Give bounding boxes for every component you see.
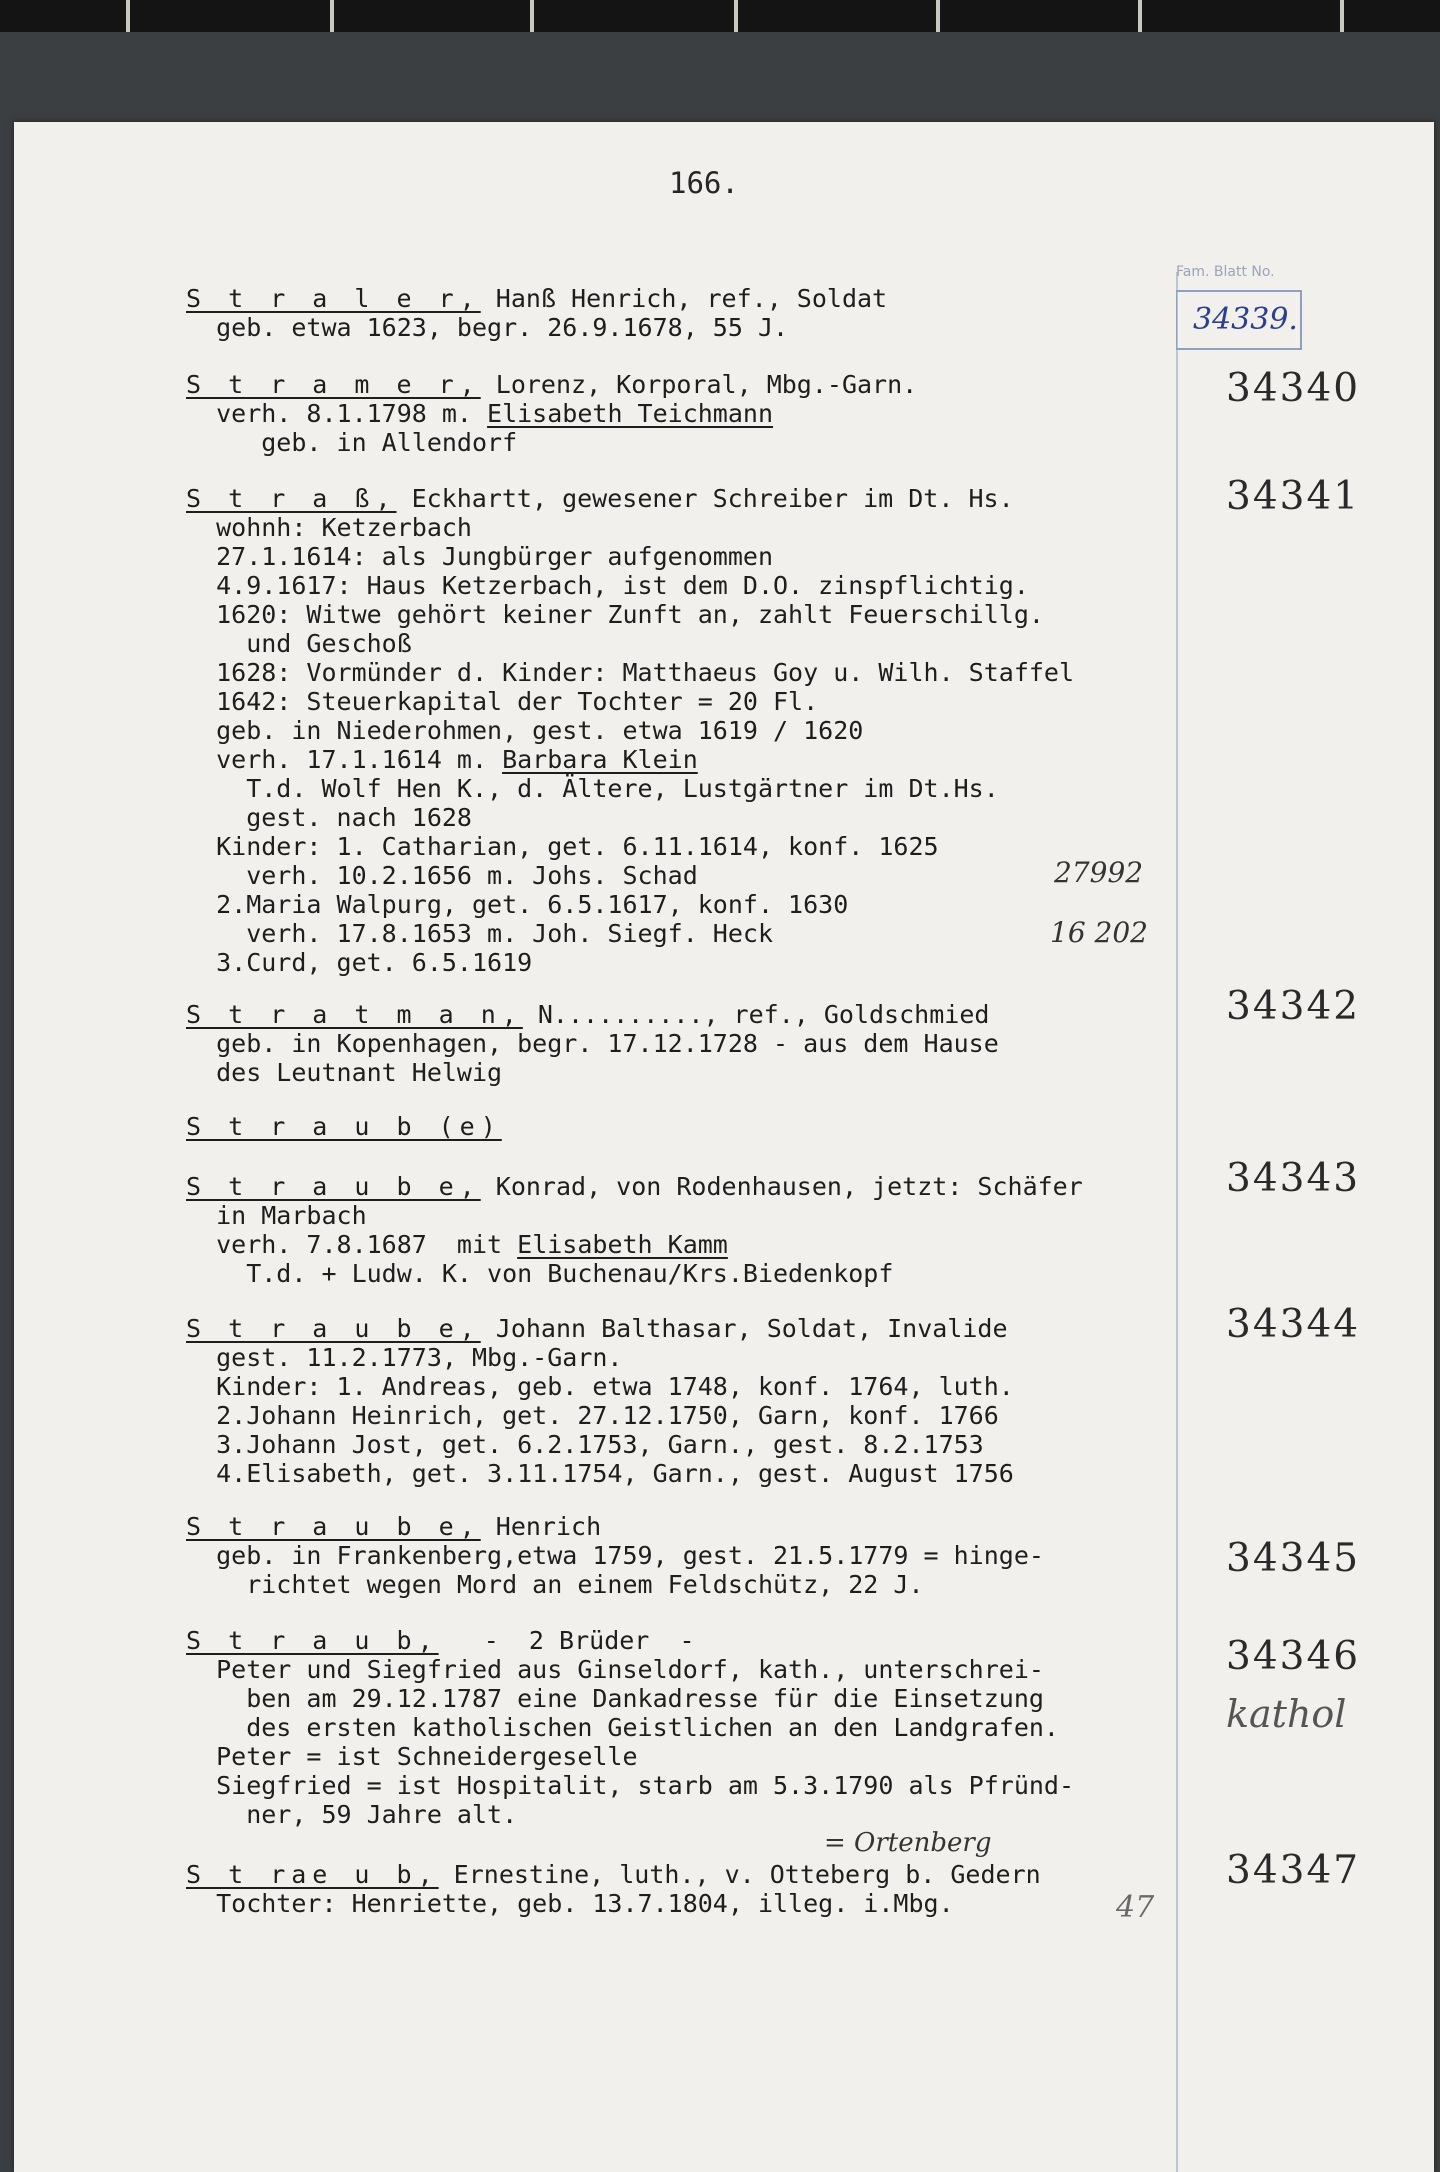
entry-line: geb. in Frankenberg,etwa 1759, gest. 21.5.1779 = hinge-	[186, 1541, 1044, 1570]
fam-number: 34347	[1226, 1848, 1361, 1893]
entry-line: 2.Maria Walpurg, get. 6.5.1617, konf. 1630	[186, 890, 849, 919]
entry-line: wohnh: Ketzerbach	[186, 513, 472, 542]
entry-line: Siegfried = ist Hospitalit, starb am 5.3.1790 als Pfründ-	[186, 1771, 1075, 1800]
surname: S t r a l e r,	[186, 284, 481, 313]
entry-line: T.d. Wolf Hen K., d. Ältere, Lustgärtner im Dt.Hs.	[186, 774, 999, 803]
entry-line	[186, 1112, 1196, 1141]
entry-line: 4.Elisabeth, get. 3.11.1754, Garn., gest. August 1756	[186, 1459, 1014, 1488]
fam-number: 34346	[1226, 1634, 1361, 1679]
entry-line: 27.1.1614: als Jungbürger aufgenommen	[186, 542, 773, 571]
surname: S t r a t m a n,	[186, 1000, 523, 1029]
first-number: 34339.	[1193, 302, 1298, 337]
entry-line: verh. 10.2.1656 m. Johs. Schad	[186, 861, 698, 890]
annotation-kathol: kathol	[1226, 1692, 1347, 1736]
film-mark	[330, 0, 334, 32]
entry-line: 4.9.1617: Haus Ketzerbach, ist dem D.O. zinspflichtig.	[186, 571, 1029, 600]
entry-line: des ersten katholischen Geistlichen an den Landgrafen.	[186, 1713, 1059, 1742]
entry-straub-brueder	[186, 1626, 1196, 1829]
surname: S t r a u b e,	[186, 1314, 481, 1343]
surname: S t rae u b,	[186, 1860, 439, 1889]
entry-line: 3.Johann Jost, get. 6.2.1753, Garn., gest. 8.2.1753	[186, 1430, 984, 1459]
annotation-16202: 16 202	[1050, 916, 1148, 949]
entry-line: 1642: Steuerkapital der Tochter = 20 Fl.	[186, 687, 819, 716]
line-text: Eckhartt, gewesener Schreiber im Dt. Hs.	[396, 484, 1014, 513]
line-text: verh. 17.1.1614 m.	[186, 745, 503, 774]
entry-straeub	[186, 1860, 1196, 1918]
entry-line: Peter = ist Schneidergeselle	[186, 1742, 638, 1771]
entry-line	[186, 1512, 1196, 1541]
annotation-47: 47	[1116, 1890, 1155, 1925]
surname: S t r a ß,	[186, 484, 397, 513]
spouse-name: Barbara Klein	[502, 745, 698, 774]
entry-line	[186, 399, 1196, 428]
fam-number: 34343	[1226, 1156, 1361, 1201]
film-mark	[126, 0, 130, 32]
film-mark	[734, 0, 738, 32]
entry-line: 1628: Vormünder d. Kinder: Matthaeus Goy u. Wilh. Staffel	[186, 658, 1075, 687]
entry-line: geb. etwa 1623, begr. 26.9.1678, 55 J.	[186, 313, 789, 342]
entry-line	[186, 1172, 1196, 1201]
entry-line	[186, 284, 1196, 313]
entry-strass	[186, 484, 1196, 977]
entry-line: geb. in Niederohmen, gest. etwa 1619 / 1620	[186, 716, 864, 745]
spouse-name: Elisabeth Teichmann	[487, 399, 774, 428]
line-text: Hanß Henrich, ref., Soldat	[480, 284, 888, 313]
entry-line: gest. nach 1628	[186, 803, 472, 832]
surname: S t r a u b,	[186, 1626, 439, 1655]
fam-number: 34342	[1226, 984, 1361, 1029]
fam-number: 34340	[1226, 366, 1361, 411]
film-strip	[0, 0, 1440, 32]
entry-line	[186, 1000, 1196, 1029]
entry-line	[186, 1860, 1196, 1889]
line-text: - 2 Brüder -	[438, 1626, 695, 1655]
entry-line	[186, 1626, 1196, 1655]
entry-straler	[186, 284, 1196, 342]
surname: S t r a u b (e)	[186, 1112, 502, 1141]
entry-line	[186, 745, 1196, 774]
entry-straube-konrad	[186, 1172, 1196, 1288]
entry-line: T.d. + Ludw. K. von Buchenau/Krs.Biedenkopf	[186, 1259, 894, 1288]
entry-stramer	[186, 370, 1196, 457]
film-mark	[530, 0, 534, 32]
entry-line: Kinder: 1. Andreas, geb. etwa 1748, konf. 1764, luth.	[186, 1372, 1014, 1401]
line-text: Ernestine, luth., v. Otteberg b. Gedern	[438, 1860, 1041, 1889]
fam-number: 34345	[1226, 1536, 1361, 1581]
entry-straube-johann	[186, 1314, 1196, 1488]
line-text: Henrich	[480, 1512, 602, 1541]
annotation-27992: 27992	[1054, 856, 1144, 889]
spouse-name: Elisabeth Kamm	[517, 1230, 728, 1259]
entry-stratman	[186, 1000, 1196, 1087]
surname: S t r a m e r,	[186, 370, 481, 399]
entry-line: geb. in Kopenhagen, begr. 17.12.1728 - aus dem Hause	[186, 1029, 999, 1058]
entry-line: ben am 29.12.1787 eine Dankadresse für die Einsetzung	[186, 1684, 1044, 1713]
surname: S t r a u b e,	[186, 1172, 481, 1201]
entry-line: ner, 59 Jahre alt.	[186, 1800, 518, 1829]
film-mark	[1138, 0, 1142, 32]
entry-line	[186, 1230, 1196, 1259]
fam-blatt-label: Fam. Blatt No.	[1176, 264, 1275, 280]
entry-straube-henrich	[186, 1512, 1196, 1599]
film-mark	[936, 0, 940, 32]
entry-line	[186, 370, 1196, 399]
entry-straub-header	[186, 1112, 1196, 1141]
entry-line: verh. 17.8.1653 m. Joh. Siegf. Heck	[186, 919, 773, 948]
annotation-ortenberg: = Ortenberg	[824, 1828, 992, 1858]
line-text: verh. 7.8.1687 mit	[186, 1230, 518, 1259]
entry-line: gest. 11.2.1773, Mbg.-Garn.	[186, 1343, 623, 1372]
line-text: Konrad, von Rodenhausen, jetzt: Schäfer	[480, 1172, 1083, 1201]
document-page	[14, 122, 1434, 2172]
entry-line: richtet wegen Mord an einem Feldschütz, 22 J.	[186, 1570, 924, 1599]
line-text: Johann Balthasar, Soldat, Invalide	[480, 1314, 1008, 1343]
entry-line: in Marbach	[186, 1201, 367, 1230]
entry-line: und Geschoß	[186, 629, 412, 658]
entry-line: 1620: Witwe gehört keiner Zunft an, zahlt Feuerschillg.	[186, 600, 1044, 629]
entry-line: 2.Johann Heinrich, get. 27.12.1750, Garn, konf. 1766	[186, 1401, 999, 1430]
entry-line: Peter und Siegfried aus Ginseldorf, kath., unterschrei-	[186, 1655, 1044, 1684]
entry-line: 3.Curd, get. 6.5.1619	[186, 948, 533, 977]
entry-line	[186, 1314, 1196, 1343]
film-mark	[1340, 0, 1344, 32]
line-text: N.........., ref., Goldschmied	[522, 1000, 990, 1029]
page-number: 166.	[669, 166, 739, 200]
line-text: Lorenz, Korporal, Mbg.-Garn.	[480, 370, 918, 399]
line-text: verh. 8.1.1798 m.	[186, 399, 488, 428]
entry-line	[186, 484, 1196, 513]
entry-line: geb. in Allendorf	[186, 428, 518, 457]
entry-line: des Leutnant Helwig	[186, 1058, 503, 1087]
fam-number: 34341	[1226, 474, 1361, 519]
entry-line: Tochter: Henriette, geb. 13.7.1804, illeg. i.Mbg.	[186, 1889, 954, 1918]
fam-number: 34344	[1226, 1302, 1361, 1347]
surname: S t r a u b e,	[186, 1512, 481, 1541]
entry-line: Kinder: 1. Catharian, get. 6.11.1614, konf. 1625	[186, 832, 939, 861]
